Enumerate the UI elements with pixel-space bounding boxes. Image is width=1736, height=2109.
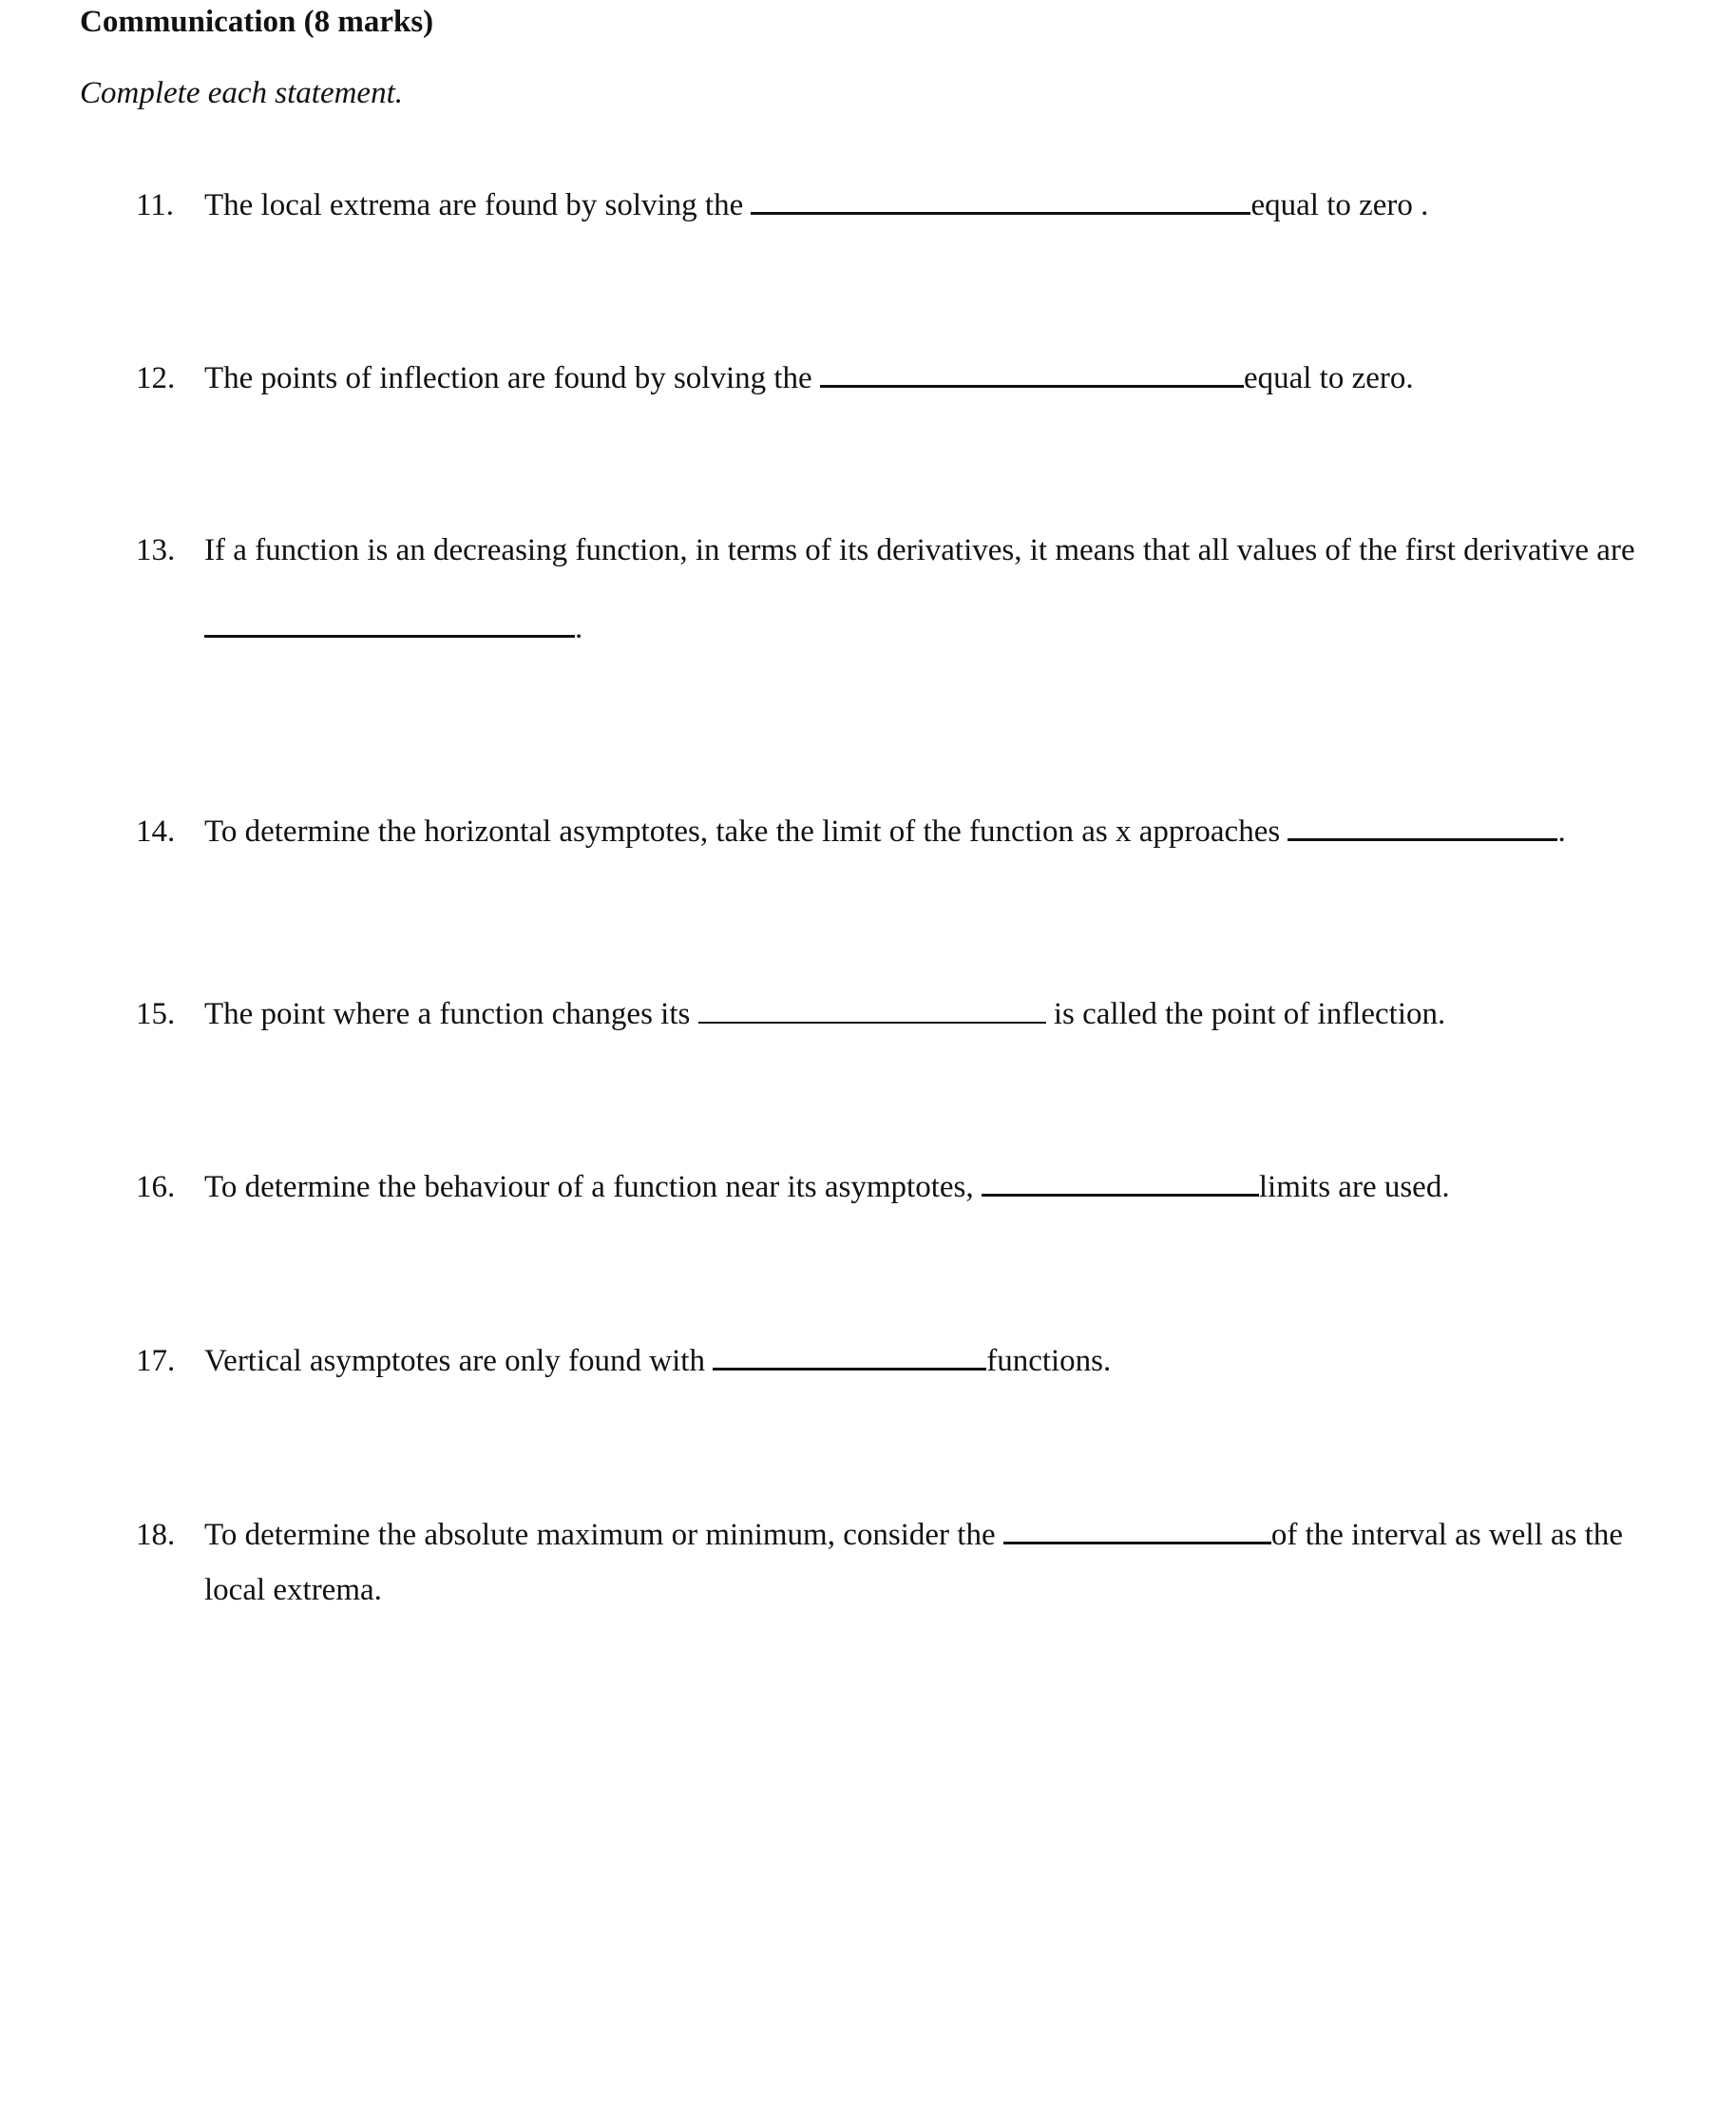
question-16 [136,1168,1450,1206]
answer-blank[interactable] [1003,1519,1271,1544]
answer-blank[interactable] [751,189,1250,215]
question-text: To determine the behaviour of a function near its asymptotes, [204,1170,974,1204]
question-number: 11. [136,188,175,222]
question-15 [136,995,1445,1033]
instruction-text: Complete each statement. [80,76,403,110]
question-18 [136,1516,1623,1554]
question-text-after: is called the point of inflection. [1053,997,1446,1031]
question-number: 15. [136,997,176,1031]
section-heading: Communication (8 marks) [80,5,434,39]
question-text: To determine the absolute maximum or minimum, consider the [204,1518,996,1552]
answer-blank[interactable] [204,612,575,638]
question-11 [136,186,1428,224]
question-text-after: equal to zero . [1250,188,1429,222]
question-number: 18. [136,1518,176,1552]
question-text: The local extrema are found by solving the [204,188,744,222]
question-number: 14. [136,815,176,849]
answer-blank[interactable] [982,1171,1259,1197]
question-text-after: equal to zero. [1243,361,1414,395]
question-text-after: limits are used. [1258,1170,1450,1204]
question-text-after: of the interval as well as the [1270,1518,1624,1552]
answer-blank[interactable] [820,362,1244,388]
question-13 [136,531,1635,569]
question-13-continuation [204,609,582,647]
question-text-after: . [1557,815,1566,849]
question-text-after: functions. [986,1344,1112,1378]
answer-blank[interactable] [1288,815,1557,841]
answer-blank[interactable] [713,1345,986,1371]
question-text-continuation: local extrema. [204,1573,382,1607]
question-text: The points of inflection are found by solving the [204,361,812,395]
question-text-after: . [575,611,583,645]
question-number: 13. [136,533,176,567]
question-text: Vertical asymptotes are only found with [204,1344,705,1378]
question-number: 16. [136,1170,176,1204]
question-14 [136,813,1566,851]
question-text: The point where a function changes its [204,997,691,1031]
question-18-continuation [204,1571,382,1609]
question-text: If a function is an decreasing function, in terms of its derivatives, it means that all values of the first derivative are [204,533,1635,567]
answer-blank[interactable] [698,999,1046,1024]
question-number: 17. [136,1344,176,1378]
question-17 [136,1342,1111,1380]
question-text: To determine the horizontal asymptotes, take the limit of the function as x approaches [204,815,1281,849]
question-number: 12. [136,361,176,395]
question-12 [136,359,1414,397]
